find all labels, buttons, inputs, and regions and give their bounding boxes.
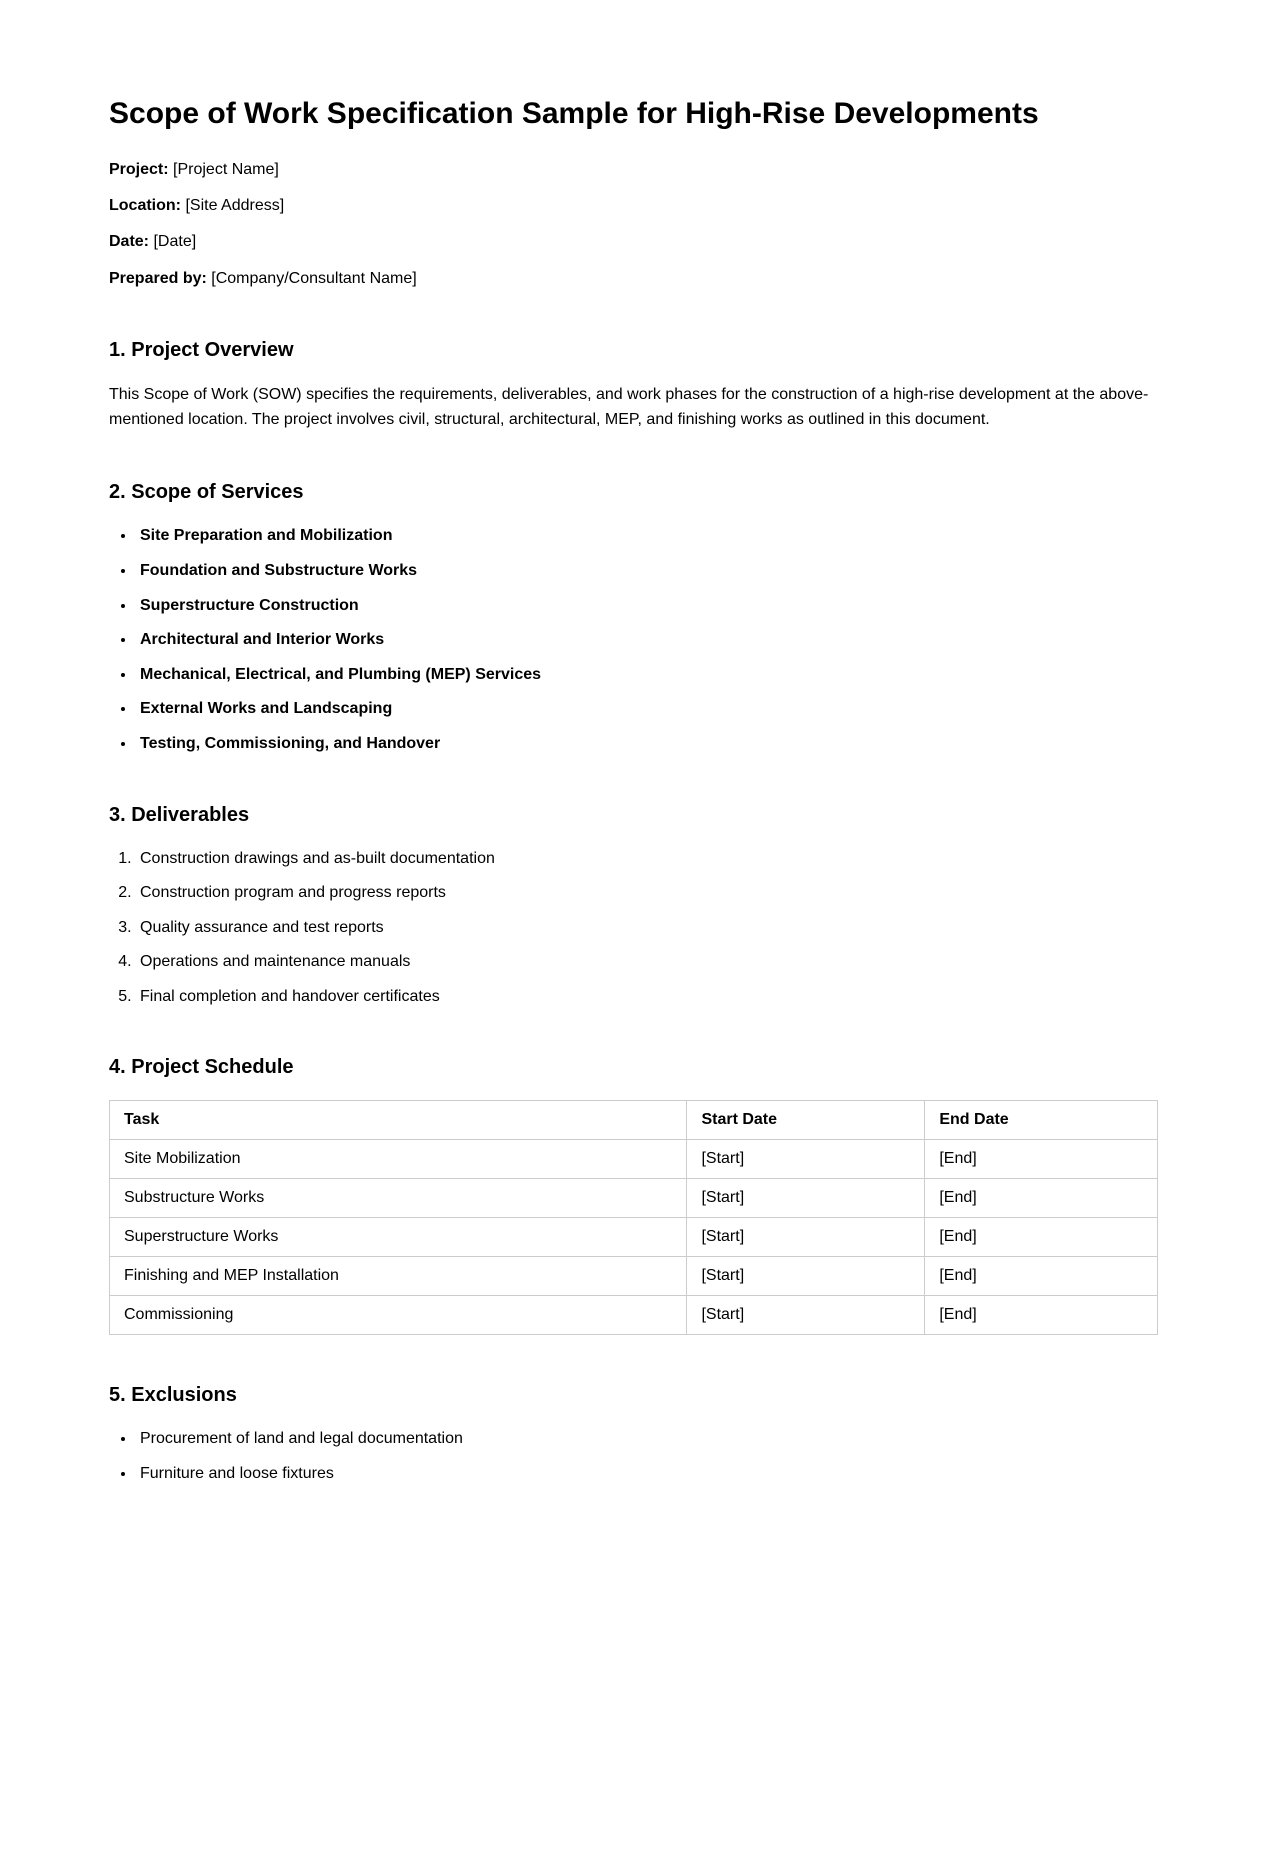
list-item: • Architectural and Interior Works xyxy=(136,629,1158,651)
cell-task: Site Mobilization xyxy=(110,1140,687,1179)
meta-date xyxy=(109,230,1158,253)
cell-task: Commissioning xyxy=(110,1296,687,1335)
cell-start-date: [Start] xyxy=(687,1218,925,1257)
list-item: • Mechanical, Electrical, and Plumbing (MEP) Services xyxy=(136,664,1158,686)
table-header-row xyxy=(110,1101,1158,1140)
table-row xyxy=(110,1296,1158,1335)
cell-start-date: [Start] xyxy=(687,1179,925,1218)
column-header-start-date: Start Date xyxy=(687,1101,925,1140)
meta-prepared-by xyxy=(109,267,1158,290)
meta-date-label: Date: xyxy=(109,233,150,251)
meta-location-label: Location: xyxy=(109,197,181,215)
cell-start-date: [Start] xyxy=(687,1296,925,1335)
list-item: • Testing, Commissioning, and Handover xyxy=(136,733,1158,755)
list-item: 1. Construction drawings and as-built documentation xyxy=(136,848,1158,870)
deliverables-list xyxy=(109,848,1158,1008)
project-overview-paragraph: This Scope of Work (SOW) specifies the requirements, deliverables, and work phases for the construction of a high-rise development at the above-mentioned location. The project involves civil, structural, architectural, MEP, and finishing works as outlined in this document. xyxy=(109,385,1149,428)
section-heading-exclusions: 5. Exclusions xyxy=(109,1384,237,1407)
meta-project-label: Project: xyxy=(109,161,169,178)
cell-task: Substructure Works xyxy=(110,1179,687,1218)
meta-prepared-by-value: [Company/Consultant Name] xyxy=(211,269,417,287)
cell-end-date: [End] xyxy=(925,1257,1158,1296)
column-header-end-date: End Date xyxy=(925,1101,1158,1140)
exclusions-list xyxy=(109,1428,1158,1484)
meta-location-value: [Site Address] xyxy=(185,197,285,215)
meta-date-value: [Date] xyxy=(153,233,197,251)
scope-of-services-list xyxy=(109,525,1158,754)
list-item: • Site Preparation and Mobilization xyxy=(136,525,1158,547)
cell-task: Finishing and MEP Installation xyxy=(110,1257,687,1296)
list-item: 5. Final completion and handover certificates xyxy=(136,986,1158,1008)
section-heading-deliverables: 3. Deliverables xyxy=(109,803,250,826)
cell-end-date: [End] xyxy=(925,1218,1158,1257)
list-item: • Foundation and Substructure Works xyxy=(136,560,1158,582)
list-item: 2. Construction program and progress reports xyxy=(136,882,1158,904)
cell-end-date: [End] xyxy=(925,1296,1158,1335)
table-row xyxy=(110,1257,1158,1296)
list-item: 3. Quality assurance and test reports xyxy=(136,917,1158,939)
meta-prepared-by-label: Prepared by: xyxy=(109,269,207,287)
cell-start-date: [Start] xyxy=(687,1257,925,1296)
meta-project xyxy=(109,158,1158,181)
cell-end-date: [End] xyxy=(925,1179,1158,1218)
list-item: 4. Operations and maintenance manuals xyxy=(136,951,1158,973)
cell-start-date: [Start] xyxy=(687,1140,925,1179)
project-schedule-table xyxy=(109,1100,1158,1335)
table-row xyxy=(110,1218,1158,1257)
list-item: • Superstructure Construction xyxy=(136,595,1158,617)
table-row xyxy=(110,1140,1158,1179)
column-header-task: Task xyxy=(110,1101,687,1140)
meta-project-value: [Project Name] xyxy=(173,161,279,178)
table-row xyxy=(110,1179,1158,1218)
cell-task: Superstructure Works xyxy=(110,1218,687,1257)
section-heading-scope-of-services: 2. Scope of Services xyxy=(109,481,304,504)
cell-end-date: [End] xyxy=(925,1140,1158,1179)
list-item: • Furniture and loose fixtures xyxy=(136,1463,1158,1485)
section-heading-project-schedule: 4. Project Schedule xyxy=(109,1056,294,1079)
document-title: Scope of Work Specification Sample for High-Rise Developments xyxy=(109,97,1039,130)
list-item: • External Works and Landscaping xyxy=(136,698,1158,720)
list-item: • Procurement of land and legal documentation xyxy=(136,1428,1158,1450)
meta-location xyxy=(109,194,1158,217)
section-heading-project-overview: 1. Project Overview xyxy=(109,338,294,361)
